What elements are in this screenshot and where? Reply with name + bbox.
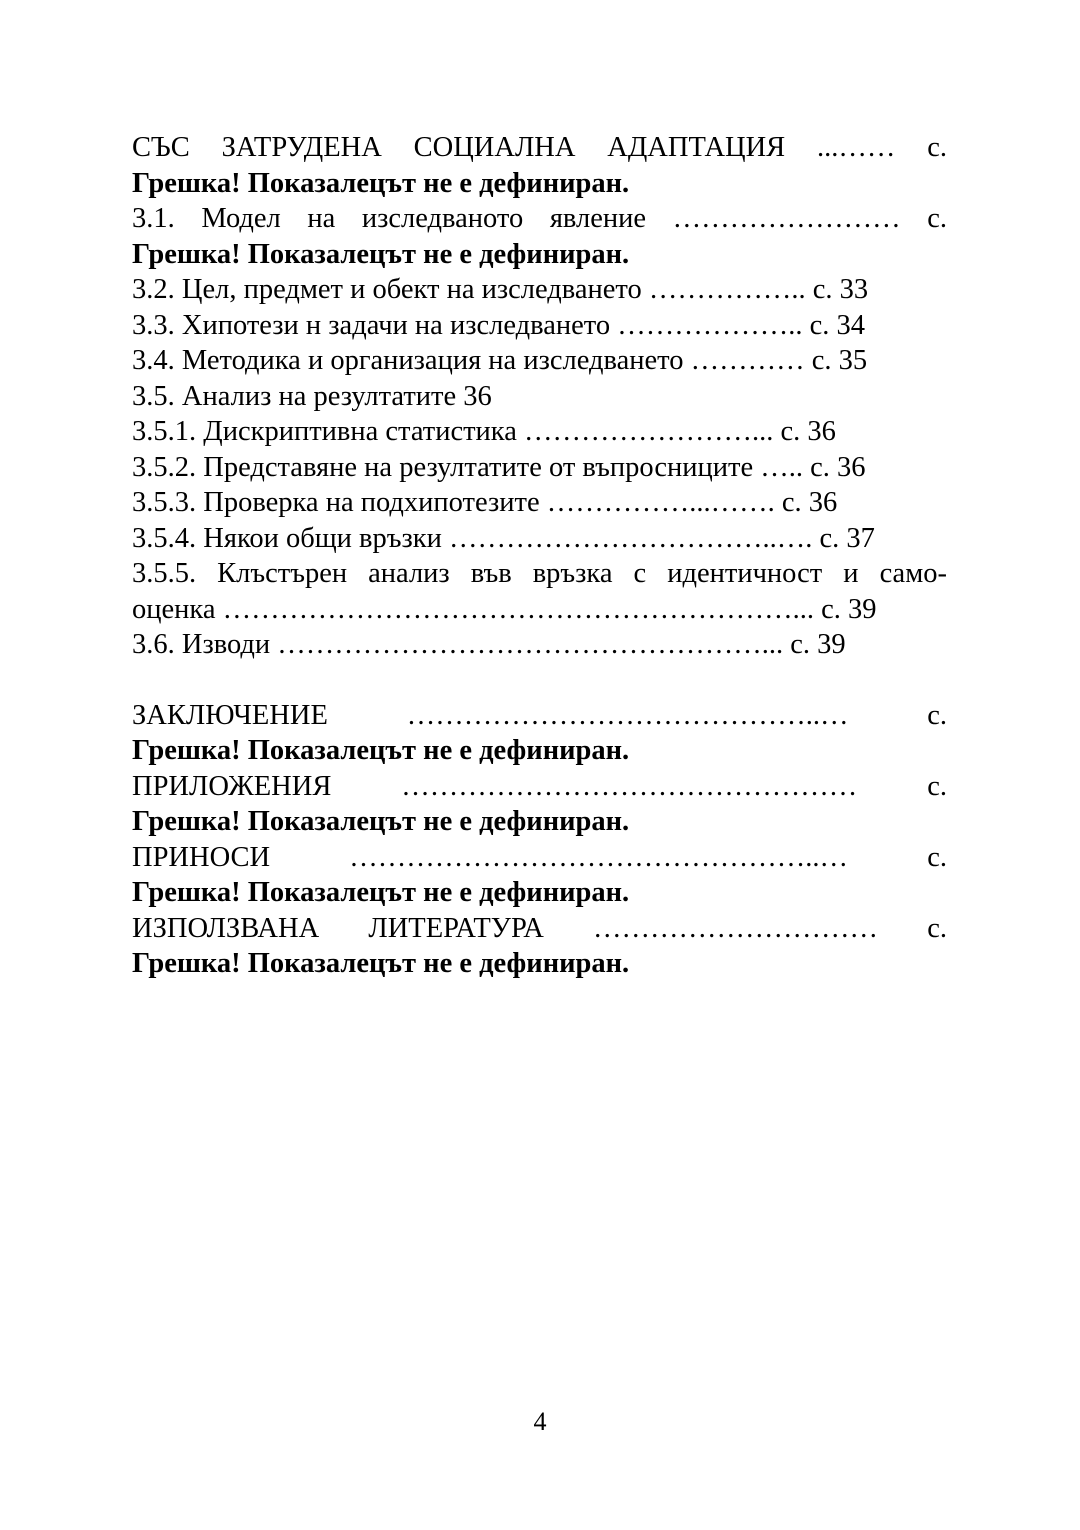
toc-word: явление <box>549 203 647 234</box>
toc-word: анализ <box>368 558 450 589</box>
toc-entry-3-6[interactable]: 3.6. Изводи ……………………………………………... с. 39 <box>132 629 846 660</box>
toc-entry-3-3[interactable]: 3.3. Хипотези н задачи на изследването ……………….. с. 34 <box>132 309 865 341</box>
toc-entry-3-5-5-continued[interactable]: оценка ……………………………………………………... с. 39 <box>132 593 877 625</box>
page-number: 4 <box>533 1407 547 1436</box>
toc-entry-3-5-1[interactable]: 3.5.1. Дискриптивна статистика ……………………... с. 36 <box>132 416 836 447</box>
toc-error-message: Грешка! Показалецът не е дефиниран. <box>132 238 630 270</box>
toc-page-abbrev: с. <box>927 841 947 873</box>
toc-entry-3-5-4[interactable]: 3.5.4. Някои общи връзки ……………………………..…. с. 37 <box>132 522 875 554</box>
toc-page-abbrev: с. <box>927 699 947 731</box>
toc-word: с <box>633 558 647 589</box>
toc-word: ИЗПОЛЗВАНА <box>132 912 320 944</box>
toc-dots: ……………………………………..… <box>406 699 849 731</box>
toc-word: само- <box>879 558 947 589</box>
toc-word: ЗАКЛЮЧЕНИЕ <box>132 699 328 731</box>
section-spacer <box>132 663 947 698</box>
toc-error-message: Грешка! Показалецът не е дефиниран. <box>132 877 630 908</box>
toc-page-abbrev: с. <box>927 912 947 944</box>
toc-word: връзка <box>532 558 613 589</box>
toc-word: СЪС <box>132 132 190 163</box>
toc-entry-3-5-3[interactable]: 3.5.3. Проверка на подхипотезите ……………...……. с. 36 <box>132 487 838 518</box>
toc-page-abbrev: с. <box>927 132 947 163</box>
toc-dots: …………………………………………..… <box>349 841 849 873</box>
toc-word: Клъстърен <box>217 558 348 589</box>
toc-entry-3-1[interactable] <box>132 201 947 237</box>
toc-word: ЗАТРУДЕНА <box>221 132 382 163</box>
toc-dots: …………………… <box>672 203 901 234</box>
toc-entry-3-2[interactable]: 3.2. Цел, предмет и обект на изследването …………….. с. 33 <box>132 274 869 305</box>
toc-word: идентичност <box>667 558 823 589</box>
toc-entry-chapter3-title[interactable] <box>132 130 947 166</box>
toc-dots: ………………………………………… <box>401 770 858 802</box>
toc-error-message: Грешка! Показалецът не е дефиниран. <box>132 806 630 837</box>
toc-entry-literature[interactable] <box>132 911 947 947</box>
toc-word: АДАПТАЦИЯ <box>607 132 786 163</box>
toc-entry-3-4[interactable]: 3.4. Методика и организация на изследването ………… с. 35 <box>132 345 868 376</box>
toc-dots: ………………………… <box>593 912 878 944</box>
toc-word: на <box>307 203 336 234</box>
toc-word: СОЦИАЛНА <box>413 132 576 163</box>
toc-entry-3-5-5[interactable] <box>132 556 947 592</box>
toc-word: във <box>470 558 512 589</box>
toc-error-message: Грешка! Показалецът не е дефиниран. <box>132 735 630 766</box>
toc-entry-conclusion[interactable] <box>132 698 947 734</box>
toc-word: Модел <box>201 203 281 234</box>
toc-word: ПРИЛОЖЕНИЯ <box>132 770 332 802</box>
toc-entry-contributions[interactable] <box>132 840 947 876</box>
toc-dots: ...…… <box>817 132 896 163</box>
toc-word: изследваното <box>361 203 524 234</box>
toc-word: 3.5.5. <box>132 558 197 589</box>
toc-error-message: Грешка! Показалецът не е дефиниран. <box>132 167 630 199</box>
toc-word: и <box>843 558 859 589</box>
toc-entry-appendices[interactable] <box>132 769 947 805</box>
toc-page-abbrev: с. <box>927 203 947 234</box>
toc-error-message: Грешка! Показалецът не е дефиниран. <box>132 948 630 979</box>
toc-entry-3-5-2[interactable]: 3.5.2. Представяне на резултатите от въпросниците ….. с. 36 <box>132 451 866 483</box>
toc-word: ПРИНОСИ <box>132 841 271 873</box>
toc-word: 3.1. <box>132 203 175 234</box>
toc-entry-3-5[interactable]: 3.5. Анализ на резултатите 36 <box>132 380 492 412</box>
table-of-contents <box>132 130 947 982</box>
toc-word: ЛИТЕРАТУРА <box>368 912 544 944</box>
toc-page-abbrev: с. <box>927 770 947 802</box>
